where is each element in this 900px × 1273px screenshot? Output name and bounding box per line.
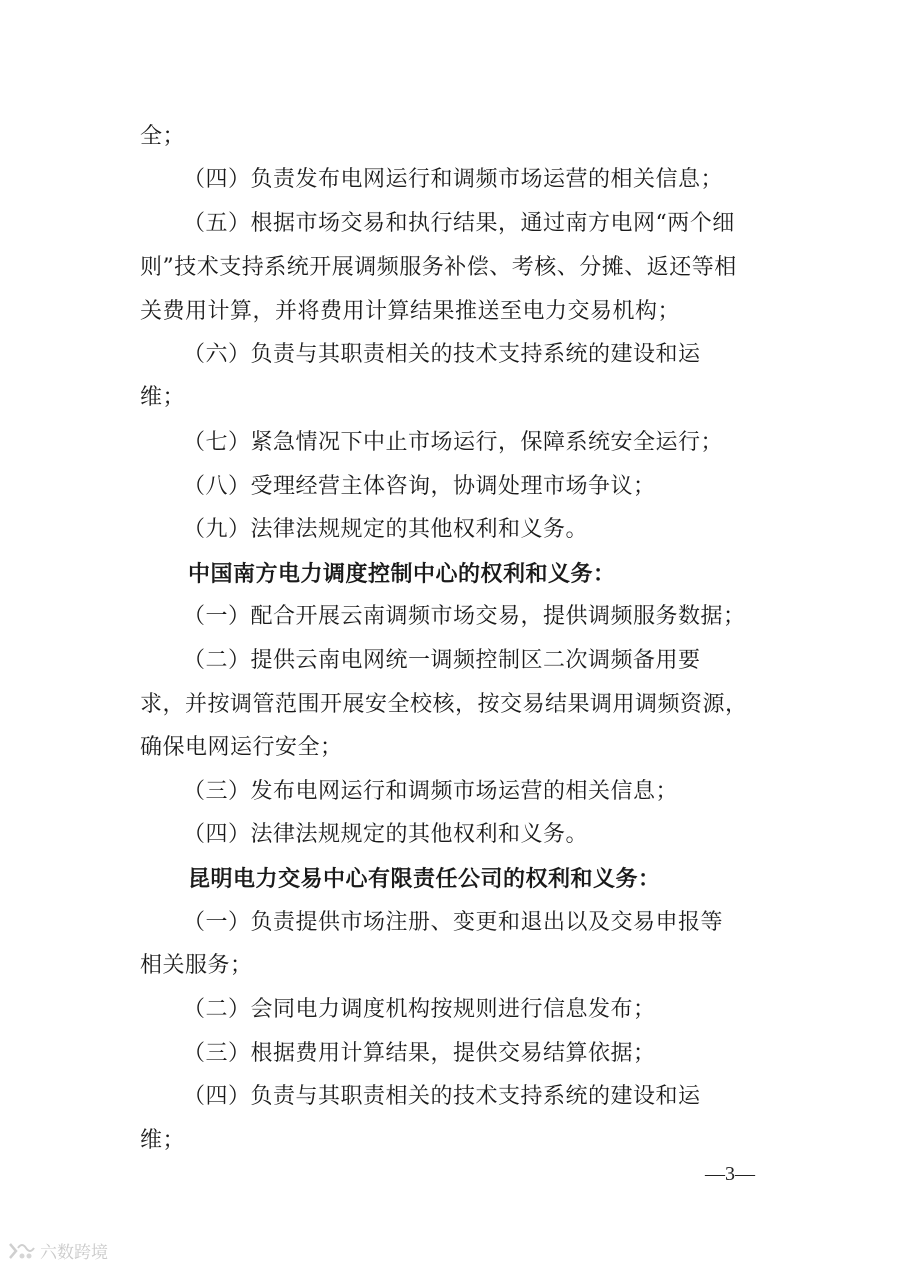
page-number: —3— — [705, 1163, 755, 1185]
text-line: （三）发布电网运行和调频市场运营的相关信息； — [183, 779, 679, 804]
section-heading: 昆明电力交易中心有限责任公司的权利和义务： — [188, 866, 661, 892]
text-line: （三）根据费用计算结果，提供交易结算依据； — [183, 1041, 656, 1066]
text-line: （五）根据市场交易和执行结果，通过南方电网“两个细 — [183, 211, 735, 236]
text-line: 求，并按调管范围开展安全校核，按交易结果调用调频资源， — [140, 692, 748, 717]
text-line: （九）法律法规规定的其他权利和义务。 — [183, 517, 589, 542]
text-line: 关费用计算，并将费用计算结果推送至电力交易机构； — [140, 299, 681, 324]
text-line: （二）提供云南电网统一调频控制区二次调频备用要 — [183, 648, 701, 673]
text-line: 全； — [140, 124, 186, 149]
text-line: （四）法律法规规定的其他权利和义务。 — [183, 822, 589, 847]
text-line: （六）负责与其职责相关的技术支持系统的建设和运 — [183, 342, 701, 367]
text-line: （一）配合开展云南调频市场交易，提供调频服务数据； — [183, 604, 746, 629]
watermark-text: 六数跨境 — [40, 1243, 108, 1263]
text-line: 维； — [140, 385, 186, 410]
section-heading: 中国南方电力调度控制中心的权利和义务： — [188, 561, 616, 587]
text-line: （一）负责提供市场注册、变更和退出以及交易申报等 — [183, 910, 724, 935]
text-line: （二）会同电力调度机构按规则进行信息发布； — [183, 997, 656, 1022]
text-line: （四）负责发布电网运行和调频市场运营的相关信息； — [183, 167, 724, 192]
text-line: 则”技术支持系统开展调频服务补偿、考核、分摊、返还等相 — [140, 255, 737, 280]
watermark — [6, 1238, 108, 1263]
text-line: （七）紧急情况下中止市场运行，保障系统安全运行； — [183, 430, 724, 455]
text-line: （四）负责与其职责相关的技术支持系统的建设和运 — [183, 1084, 701, 1109]
text-line: 确保电网运行安全； — [140, 735, 343, 760]
text-line: （八）受理经营主体咨询，协调处理市场争议； — [183, 474, 656, 499]
text-line: 维； — [140, 1128, 186, 1153]
logo-icon — [6, 1240, 36, 1262]
text-line: 相关服务； — [140, 953, 253, 978]
